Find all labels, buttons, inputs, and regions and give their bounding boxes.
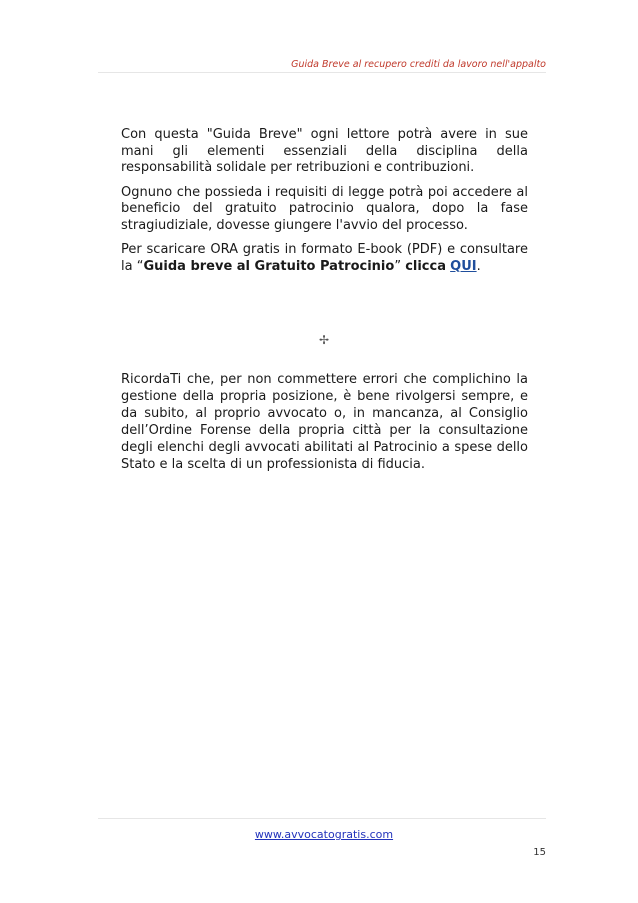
footer-website-link[interactable]: www.avvocatogratis.com	[254, 828, 394, 841]
cta-text: clicca	[405, 258, 446, 274]
paragraph-patrocinio: Ognuno che possieda i requisiti di legge potrà poi accedere al beneficio del gratuito patrocinio qualora, dopo la fase stragiudiziale, dovesse giungere l'avvio del processo.	[121, 184, 528, 233]
guide-title: Guida breve al Gratuito Patrocinio	[143, 258, 395, 274]
paragraph-download	[121, 242, 528, 275]
separator-icon: ✢	[318, 333, 330, 347]
main-content	[121, 127, 528, 283]
reminder-section	[121, 371, 528, 473]
paragraph-reminder: RicordaTi che, per non commettere errori che complichino la gestione della propria posizione, è bene rivolgersi sempre, e da subito, al proprio avvocato o, in mancanza, al Consiglio dell’Ordine Forense della propria città per la consultazione degli elenchi degli avvocati abilitati al Patrocinio a spese dello Stato e la scelta di un professionista di fiducia.	[121, 372, 528, 472]
page-number: 15	[533, 847, 546, 858]
quote-close: ”	[394, 258, 406, 274]
header-title: Guida Breve al recupero crediti da lavoro nell'appalto	[291, 59, 546, 70]
paragraph-intro: Con questa "Guida Breve" ogni lettore potrà avere in sue mani gli elementi essenziali della disciplina della responsabilità solidale per retribuzioni e contribuzioni.	[121, 127, 528, 175]
download-link[interactable]: QUI	[450, 258, 477, 274]
header-divider	[98, 72, 546, 73]
download-text: Per scaricare ORA gratis in formato E-book (PDF) e consultare la “	[121, 242, 528, 274]
footer-divider	[98, 818, 546, 819]
download-suffix: .	[476, 258, 481, 274]
